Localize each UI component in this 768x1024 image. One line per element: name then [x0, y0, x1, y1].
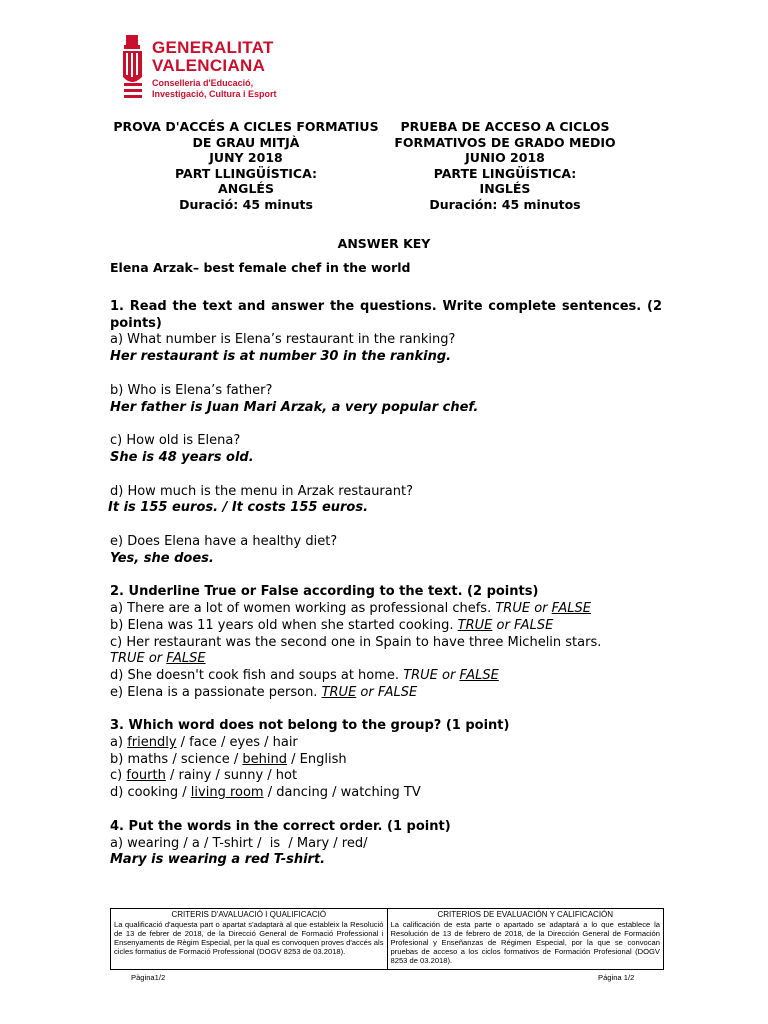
- question-1e: e) Does Elena have a healthy diet?: [110, 534, 338, 550]
- statement-text: d) She doesn't cook fish and soups at home.: [110, 667, 400, 683]
- odd-word: fourth: [126, 768, 166, 784]
- logo-line2: VALENCIANA: [152, 56, 266, 75]
- group-label: c): [110, 768, 123, 784]
- group-3b: [110, 752, 662, 769]
- or-word: or: [496, 617, 510, 633]
- exam-content: [110, 299, 662, 869]
- statement-2c: [110, 635, 662, 668]
- generalitat-logo: [120, 33, 280, 105]
- statement-text: b) Elena was 11 years old when she started cooking.: [110, 617, 454, 633]
- odd-word: friendly: [127, 735, 177, 751]
- logo-sub1: Conselleria d'Educació,: [152, 78, 254, 88]
- header-spanish: [355, 119, 655, 212]
- false-option: FALSE: [377, 684, 418, 700]
- criteria-text: La calificación de esta parte o apartado se adaptará a lo que establece la Resolución de 13 de febrero de 2018, de la Dirección General de Formación Profesional y Enseñanzas de Régimen Especial, por la que se convocan pruebas de acceso a los ciclos formativos de Formación Profesional (DOGV 8253 de 03.2018).: [390, 920, 660, 965]
- header-line: Duración: 45 minutos: [429, 196, 581, 212]
- statement-text: a) There are a lot of women working as professional chefs.: [110, 601, 492, 617]
- criteria-text: La qualificació d'aquesta part o apartat s'adaptarà al que estableix la Resolució de 13 de febrer de 2018, de la Direcció General de Formació Professional i Ensenyaments de Règim Especial, per la qual es convoquen proves d'accés als cicles formatius de Formació Professional (DOGV 8253 de 03.2018).: [114, 920, 384, 956]
- answer-4a: Mary is wearing a red T-shirt.: [110, 852, 326, 868]
- true-option: TRUE: [495, 601, 531, 617]
- statement-text: e) Elena is a passionate person.: [110, 684, 318, 700]
- header-line: PARTE LINGÜÍSTICA:: [433, 165, 577, 181]
- criteria-title: CRITERIOS DE EVALUACIÓN Y CALIFICACIÓN: [437, 910, 614, 919]
- header-line: PRUEBA DE ACCESO A CICLOS: [400, 119, 610, 134]
- header-valencian: [96, 119, 396, 212]
- question-1a: a) What number is Elena’s restaurant in the ranking?: [110, 332, 456, 348]
- question-4a: a) wearing / a / T-shirt / is / Mary / red/: [110, 835, 368, 851]
- statement-2a: [110, 601, 662, 618]
- true-option: TRUE: [403, 667, 438, 683]
- criteria-spanish: [388, 909, 664, 969]
- group-words: / English: [291, 751, 347, 767]
- group-3a: [110, 735, 662, 752]
- true-option: TRUE: [110, 651, 145, 667]
- group-3d: [110, 785, 662, 802]
- header-line: PROVA D'ACCÉS A CICLES FORMATIUS: [113, 119, 379, 134]
- group-words: d) cooking /: [110, 785, 187, 801]
- header-line: ANGLÉS: [218, 181, 274, 196]
- question-1c: c) How old is Elena?: [110, 433, 241, 449]
- question-1b: b) Who is Elena’s father?: [110, 382, 273, 398]
- group-words: / face / eyes / hair: [180, 735, 298, 751]
- question-1-title: 1. Read the text and answer the questions. Write complete sentences. (2 points): [110, 299, 662, 331]
- text-title: Elena Arzak– best female chef in the world: [110, 260, 411, 275]
- answer-1b: Her father is Juan Mari Arzak, a very popular chef.: [110, 399, 479, 415]
- true-option-selected: TRUE: [321, 684, 357, 700]
- question-2-title: 2. Underline True or False according to the text. (2 points): [110, 584, 539, 600]
- criteria-box: [110, 908, 664, 970]
- answer-key-title: ANSWER KEY: [337, 236, 431, 251]
- statement-2d: [110, 668, 662, 685]
- coat-of-arms-icon: [120, 33, 146, 105]
- group-words: / rainy / sunny / hot: [169, 768, 298, 784]
- or-word: or: [534, 601, 548, 617]
- header-line: PART LLINGÜÍSTICA:: [175, 165, 317, 181]
- false-option: FALSE: [513, 617, 554, 633]
- header-line: Duració: 45 minuts: [179, 196, 313, 212]
- criteria-valencian: [111, 909, 388, 969]
- or-word: or: [360, 684, 374, 700]
- question-3-title: 3. Which word does not belong to the group? (1 point): [110, 718, 510, 734]
- answer-1d: It is 155 euros. / It costs 155 euros.: [108, 500, 369, 516]
- true-option-selected: TRUE: [457, 617, 493, 633]
- header-line: JUNIO 2018: [465, 150, 545, 165]
- page-number-spanish: Página 1/2: [598, 973, 635, 982]
- odd-word: behind: [242, 751, 288, 767]
- group-words: b) maths / science /: [110, 751, 239, 767]
- group-words: / dancing / watching TV: [267, 785, 421, 801]
- statement-2b: [110, 618, 662, 635]
- or-word: or: [442, 667, 456, 683]
- page-number-valencian: Pàgina1/2: [131, 973, 166, 982]
- statement-2e: [110, 685, 662, 702]
- header-line: INGLÉS: [479, 181, 531, 196]
- answer-1a: Her restaurant is at number 30 in the ranking.: [110, 349, 452, 365]
- false-option-selected: FALSE: [166, 651, 206, 667]
- false-option-selected: FALSE: [551, 601, 591, 617]
- criteria-title: CRITERIS D'AVALUACIÓ I QUALIFICACIÓ: [171, 910, 327, 919]
- answer-1c: She is 48 years old.: [110, 449, 254, 465]
- odd-word: living room: [190, 785, 264, 801]
- answer-1e: Yes, she does.: [110, 550, 214, 566]
- group-label: a): [110, 735, 124, 751]
- header-line: JUNY 2018: [209, 150, 283, 165]
- false-option-selected: FALSE: [459, 667, 499, 683]
- logo-line1: GENERALITAT: [152, 38, 274, 57]
- group-3c: [110, 768, 662, 785]
- statement-text: c) Her restaurant was the second one in Spain to have three Michelin stars.: [110, 634, 602, 650]
- question-1d: d) How much is the menu in Arzak restaurant?: [110, 483, 413, 499]
- logo-subtitle: [152, 78, 277, 100]
- header-line: FORMATIVOS DE GRADO MEDIO: [394, 134, 616, 150]
- logo-sub2: Investigació, Cultura i Esport: [152, 89, 277, 99]
- header-line: DE GRAU MITJÀ: [192, 134, 300, 150]
- question-4-title: 4. Put the words in the correct order. (1 point): [110, 818, 451, 834]
- or-word: or: [148, 651, 163, 667]
